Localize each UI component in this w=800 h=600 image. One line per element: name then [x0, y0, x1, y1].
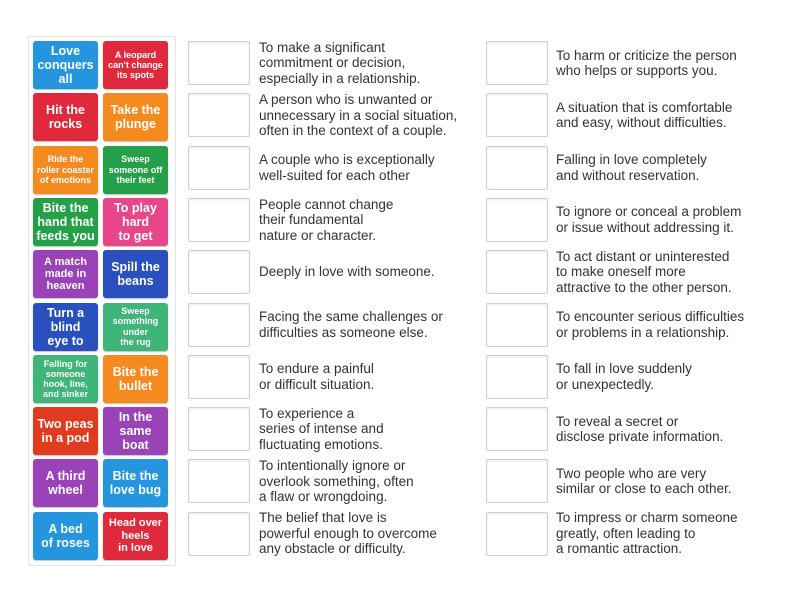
text-line: conquers — [37, 58, 94, 72]
drop-slot[interactable] — [486, 146, 548, 190]
tile-label — [37, 44, 93, 86]
text-line: heels — [121, 529, 150, 542]
text-line: A couple who is exceptionally — [259, 152, 435, 168]
drop-slot[interactable] — [486, 41, 548, 85]
tile-label — [46, 469, 86, 497]
text-line: In the — [118, 410, 153, 425]
tile-sweep-something-under-the-rug[interactable] — [103, 303, 168, 351]
definition-text — [556, 247, 781, 297]
text-line: of roses — [41, 535, 90, 550]
text-line: Love — [50, 44, 81, 58]
tile-label — [109, 517, 162, 554]
text-line: Falling for — [43, 358, 88, 369]
text-line: any obstacle or difficulty. — [259, 541, 406, 557]
tile-label — [111, 260, 160, 288]
tile-label — [113, 365, 159, 393]
text-line: in love — [118, 541, 153, 554]
drop-slot[interactable] — [188, 41, 250, 85]
text-line: well-suited for each other — [259, 167, 410, 183]
definition-text — [556, 456, 781, 506]
tile-spill-the-beans[interactable] — [103, 250, 168, 298]
text-line: To impress or charm someone — [556, 510, 738, 526]
tile-bite-the-bullet[interactable] — [103, 355, 168, 403]
text-line: powerful enough to overcome — [259, 525, 437, 541]
tile-bite-the-hand-that-feeds-you[interactable] — [33, 198, 98, 246]
text-line: or issue without addressing it. — [556, 219, 734, 235]
tile-falling-for-someone-hook-line-and-sinker[interactable] — [33, 355, 98, 403]
text-line: who helps or supports you. — [556, 63, 718, 78]
definition-text — [556, 404, 781, 454]
drop-slot[interactable] — [486, 512, 548, 556]
tile-label — [43, 359, 88, 399]
text-line: People cannot change — [259, 196, 394, 212]
text-line: Falling in love completely — [556, 152, 707, 168]
drop-slot[interactable] — [486, 93, 548, 137]
tile-label — [37, 417, 93, 445]
tile-ride-the-roller-coaster-of-emotions[interactable] — [33, 146, 98, 194]
drop-slot[interactable] — [486, 407, 548, 451]
tile-label — [47, 306, 84, 348]
definition-text — [259, 300, 484, 350]
text-line: attractive to the other person. — [556, 279, 732, 295]
text-line: blind — [50, 319, 81, 334]
text-line: a romantic attraction. — [556, 541, 683, 557]
drop-slot[interactable] — [188, 250, 250, 294]
text-line: To intentionally ignore or — [259, 458, 406, 474]
definition-text — [556, 90, 781, 140]
text-line: rocks — [48, 117, 83, 132]
tile-label — [36, 201, 94, 243]
text-line: To harm or criticize the person — [556, 47, 737, 63]
text-line: love bug — [109, 483, 162, 498]
text-line: difficulties as someone else. — [259, 324, 428, 340]
text-line: Two peas — [37, 417, 94, 432]
text-line: or unexpectedly. — [556, 376, 655, 392]
text-line: Ride the — [47, 154, 84, 165]
text-line: hook, line, — [43, 378, 88, 389]
text-line: A person who is unwanted or — [259, 92, 433, 108]
text-line: hard — [121, 214, 150, 229]
text-line: A leopard — [114, 49, 157, 60]
drop-slot[interactable] — [188, 407, 250, 451]
drop-slot[interactable] — [486, 355, 548, 399]
text-line: series of intense and — [259, 421, 384, 437]
drop-slot[interactable] — [486, 198, 548, 242]
tile-label — [111, 103, 161, 131]
text-line: A third — [45, 469, 86, 484]
text-line: especially in a relationship. — [259, 70, 421, 86]
drop-slot[interactable] — [188, 303, 250, 347]
drop-slot[interactable] — [486, 303, 548, 347]
text-line: unnecessary in a social situation, — [259, 107, 458, 123]
drop-slot[interactable] — [486, 459, 548, 503]
text-line: Sweep — [121, 154, 150, 165]
text-line: same — [119, 424, 152, 439]
tile-bite-the-love-bug[interactable] — [103, 459, 168, 507]
text-line: To encounter serious difficulties — [556, 309, 745, 324]
text-line: to make oneself more — [556, 264, 686, 280]
text-line: Turn a — [46, 305, 85, 320]
text-line: and sinker — [42, 388, 89, 399]
text-line: in a pod — [41, 431, 90, 446]
text-line: hand that — [37, 214, 94, 229]
text-line: the rug — [120, 336, 151, 347]
text-line: bullet — [118, 378, 153, 393]
drop-slot[interactable] — [188, 146, 250, 190]
text-line: can't change — [108, 59, 163, 70]
text-line: a flaw or wrongdoing. — [259, 489, 388, 505]
tile-turn-a-blind-eye-to[interactable] — [33, 303, 98, 351]
text-line: disclose private information. — [556, 429, 724, 445]
tile-a-bed-of-roses[interactable] — [33, 512, 98, 560]
text-line: to get — [118, 228, 153, 243]
definition-text — [556, 195, 781, 245]
text-line: or problems in a relationship. — [556, 324, 730, 340]
tile-label — [46, 103, 85, 131]
text-line: overlook something, often — [259, 473, 414, 489]
text-line: something — [112, 316, 159, 327]
text-line: Head over — [108, 517, 163, 530]
text-line: Take the — [110, 103, 161, 118]
tile-take-the-plunge[interactable] — [103, 93, 168, 141]
text-line: plunge — [115, 117, 156, 132]
text-line: eye to — [47, 333, 84, 348]
text-line: Bite the — [112, 364, 159, 379]
definition-text — [556, 352, 781, 402]
text-line: To experience a — [259, 405, 355, 421]
drop-slot[interactable] — [188, 355, 250, 399]
tile-sweep-someone-off-their-feet[interactable] — [103, 146, 168, 194]
tile-label — [119, 410, 152, 452]
tile-label — [109, 154, 163, 184]
text-line: To play — [114, 200, 157, 215]
text-line: The belief that love is — [259, 510, 387, 526]
definition-text — [259, 456, 484, 506]
tile-label — [108, 50, 163, 80]
tile-label — [110, 469, 161, 497]
text-line: Sweep — [121, 306, 150, 317]
drop-slot[interactable] — [188, 93, 250, 137]
text-line: A situation that is comfortable — [556, 99, 733, 115]
drop-slot[interactable] — [188, 459, 250, 503]
tile-a-leopard-can-t-change-its-spots[interactable] — [103, 41, 168, 89]
text-line: greatly, often leading to — [556, 525, 696, 541]
text-line: all — [58, 72, 73, 86]
text-line: To fall in love suddenly — [556, 361, 692, 377]
definition-text — [556, 300, 781, 350]
text-line: their fundamental — [259, 212, 364, 228]
text-line: their feet — [116, 174, 155, 185]
tile-hit-the-rocks[interactable] — [33, 93, 98, 141]
tile-love-conquers-all[interactable] — [33, 41, 98, 89]
text-line: A match — [44, 255, 87, 268]
text-line: and easy, without difficulties. — [556, 115, 727, 131]
text-line: Two people who are very — [556, 465, 707, 481]
text-line: To act distant or uninterested — [556, 248, 730, 264]
text-line: To ignore or conceal a problem — [556, 204, 742, 220]
text-line: fluctuating emotions. — [259, 436, 383, 452]
text-line: of emotions — [40, 174, 91, 185]
text-line: To reveal a secret or — [556, 413, 679, 429]
tile-label — [37, 154, 94, 184]
text-line: its spots — [116, 70, 154, 81]
definition-text — [259, 404, 484, 454]
text-line: heaven — [46, 280, 85, 293]
definition-text — [259, 352, 484, 402]
text-line: someone off — [108, 164, 163, 175]
definition-text — [259, 509, 484, 559]
tile-label — [41, 522, 90, 550]
definition-text — [259, 143, 484, 193]
text-line: roller coaster — [36, 164, 95, 175]
tile-label — [114, 201, 157, 243]
definition-text — [556, 509, 781, 559]
text-line: Facing the same challenges or — [259, 309, 443, 324]
definition-text — [259, 38, 484, 88]
text-line: To endure a painful — [259, 361, 374, 377]
text-line: or difficult situation. — [259, 376, 375, 392]
text-line: and without reservation. — [556, 167, 700, 183]
text-line: Hit the — [46, 103, 85, 118]
text-line: To make a significant — [259, 39, 386, 55]
text-line: made in — [44, 268, 87, 281]
text-line: nature or character. — [259, 227, 377, 243]
definition-text — [259, 195, 484, 245]
tile-label — [44, 256, 87, 293]
tile-head-over-heels-in-love[interactable] — [103, 512, 168, 560]
text-line: Deeply in love with someone. — [259, 264, 435, 280]
answer-tiles-panel — [28, 36, 176, 566]
drop-slot[interactable] — [188, 512, 250, 556]
definition-text — [259, 90, 484, 140]
definition-text — [556, 143, 781, 193]
text-line: someone — [45, 368, 86, 379]
text-line: A bed — [48, 521, 83, 536]
text-line: Bite the — [112, 469, 159, 484]
text-line: under — [122, 326, 148, 337]
text-line: wheel — [48, 483, 83, 498]
definition-text — [259, 247, 484, 297]
drop-slot[interactable] — [486, 250, 548, 294]
tile-label — [113, 306, 159, 346]
text-line: beans — [117, 274, 154, 289]
text-line: often in the context of a couple. — [259, 123, 447, 139]
definition-text — [556, 38, 781, 88]
text-line: similar or close to each other. — [556, 481, 732, 497]
tile-in-the-same-boat[interactable] — [103, 407, 168, 455]
tile-two-peas-in-a-pod[interactable] — [33, 407, 98, 455]
tile-a-match-made-in-heaven[interactable] — [33, 250, 98, 298]
text-line: Spill the — [111, 260, 160, 275]
text-line: commitment or decision, — [259, 55, 406, 71]
text-line: Bite the — [42, 200, 89, 215]
text-line: feeds you — [36, 228, 95, 243]
drop-slot[interactable] — [188, 198, 250, 242]
tile-a-third-wheel[interactable] — [33, 459, 98, 507]
text-line: boat — [122, 438, 149, 453]
tile-to-play-hard-to-get[interactable] — [103, 198, 168, 246]
